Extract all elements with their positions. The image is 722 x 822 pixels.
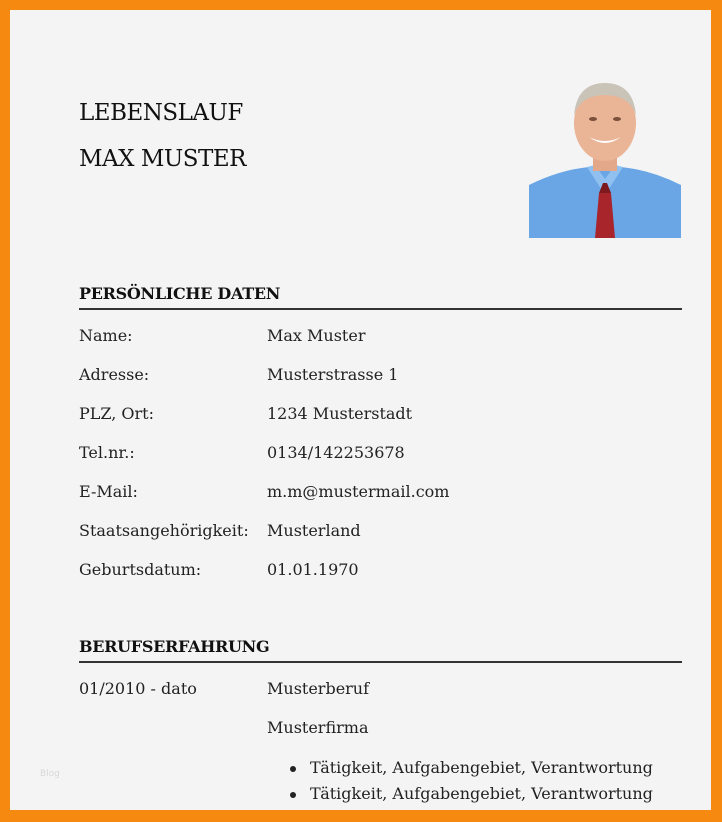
experience-bullet <box>290 784 653 803</box>
field-label: Staatsangehörigkeit: <box>79 521 249 540</box>
field-label: PLZ, Ort: <box>79 404 154 423</box>
field-value: Musterland <box>267 521 361 540</box>
bullet-text: Tätigkeit, Aufgabengebiet, Verantwortung <box>310 758 653 777</box>
field-label: Adresse: <box>79 365 150 384</box>
cv-page <box>10 10 711 810</box>
field-label: Geburtsdatum: <box>79 560 202 579</box>
field-label: Name: <box>79 326 133 345</box>
section-heading-personal: PERSÖNLICHE DATEN <box>79 284 281 303</box>
field-value: 01.01.1970 <box>267 560 359 579</box>
field-value: m.m@mustermail.com <box>267 482 450 501</box>
watermark: Blog <box>40 769 60 779</box>
field-label: E-Mail: <box>79 482 138 501</box>
field-value: Musterstrasse 1 <box>267 365 399 384</box>
bullet-icon <box>290 792 296 798</box>
field-value: 1234 Musterstadt <box>267 404 413 423</box>
section-divider <box>79 308 682 310</box>
field-value: 0134/142253678 <box>267 443 405 462</box>
document-title: LEBENSLAUF <box>79 100 243 126</box>
experience-bullet <box>290 758 653 777</box>
field-label: Tel.nr.: <box>79 443 135 462</box>
experience-company: Musterfirma <box>267 718 369 737</box>
section-divider <box>79 661 682 663</box>
person-name: MAX MUSTER <box>79 146 246 172</box>
experience-period: 01/2010 - dato <box>79 679 197 698</box>
bullet-icon <box>290 766 296 772</box>
experience-position: Musterberuf <box>267 679 370 698</box>
portrait-photo <box>529 75 681 238</box>
section-heading-experience: BERUFSERFAHRUNG <box>79 637 270 656</box>
bullet-text: Tätigkeit, Aufgabengebiet, Verantwortung <box>310 784 653 803</box>
field-value: Max Muster <box>267 326 366 345</box>
